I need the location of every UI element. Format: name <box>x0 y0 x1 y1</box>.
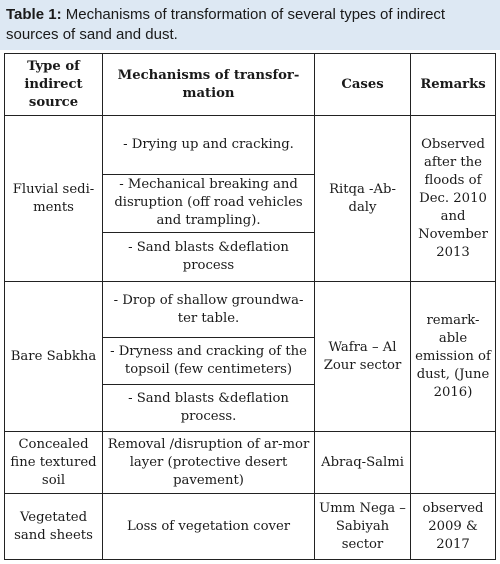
header-cases: Cases <box>315 54 411 116</box>
table-caption-label: Table 1: <box>6 6 62 23</box>
header-type: Type of indirect source <box>5 54 103 116</box>
table-row <box>5 494 496 560</box>
mechanisms-table <box>4 53 496 560</box>
row-mechanism: Loss of vegetation cover <box>103 494 315 560</box>
row-mechanisms <box>103 282 315 432</box>
header-mechanisms: Mechanisms of transfor-mation <box>103 54 315 116</box>
table-row <box>5 282 496 432</box>
row-remarks: observed 2009 & 2017 <box>411 494 496 560</box>
mechanism-item: - Sand blasts &deflation process <box>128 239 289 273</box>
table-header-row <box>5 54 496 116</box>
row-type: Bare Sabkha <box>5 282 103 432</box>
mechanism-item: - Drying up and cracking. <box>103 117 314 175</box>
table-caption-text: Mechanisms of transformation of several types of indirect sources of sand and dust. <box>6 6 446 43</box>
row-type: Fluvial sedi-ments <box>5 116 103 282</box>
table-row <box>5 432 496 494</box>
row-mechanisms <box>103 116 315 282</box>
row-remarks: remark-able emission of dust, (June 2016) <box>411 282 496 432</box>
row-remarks: Observed after the floods of Dec. 2010 and November 2013 <box>411 116 496 282</box>
row-type: Concealed fine textured soil <box>5 432 103 494</box>
row-cases: Abraq-Salmi <box>315 432 411 494</box>
mechanism-item: - Dryness and cracking of the topsoil (few centimeters) <box>103 338 314 385</box>
row-cases: Umm Nega –Sabiyah sector <box>315 494 411 560</box>
table-row <box>5 116 496 282</box>
header-remarks: Remarks <box>411 54 496 116</box>
mechanism-item: - Sand blasts &deflation process. <box>128 390 289 424</box>
mechanism-item: - Mechanical breaking and disruption (off road vehicles and trampling). <box>103 175 314 233</box>
mechanism-item: - Drop of shallow groundwa-ter table. <box>103 283 314 338</box>
row-type: Vegetated sand sheets <box>5 494 103 560</box>
row-mechanism: Removal /disruption of ar-mor layer (protective desert pavement) <box>103 432 315 494</box>
row-cases: Wafra – Al Zour sector <box>315 282 411 432</box>
row-cases: Ritqa -Ab-daly <box>315 116 411 282</box>
row-remarks <box>411 432 496 494</box>
table-caption <box>0 0 500 50</box>
